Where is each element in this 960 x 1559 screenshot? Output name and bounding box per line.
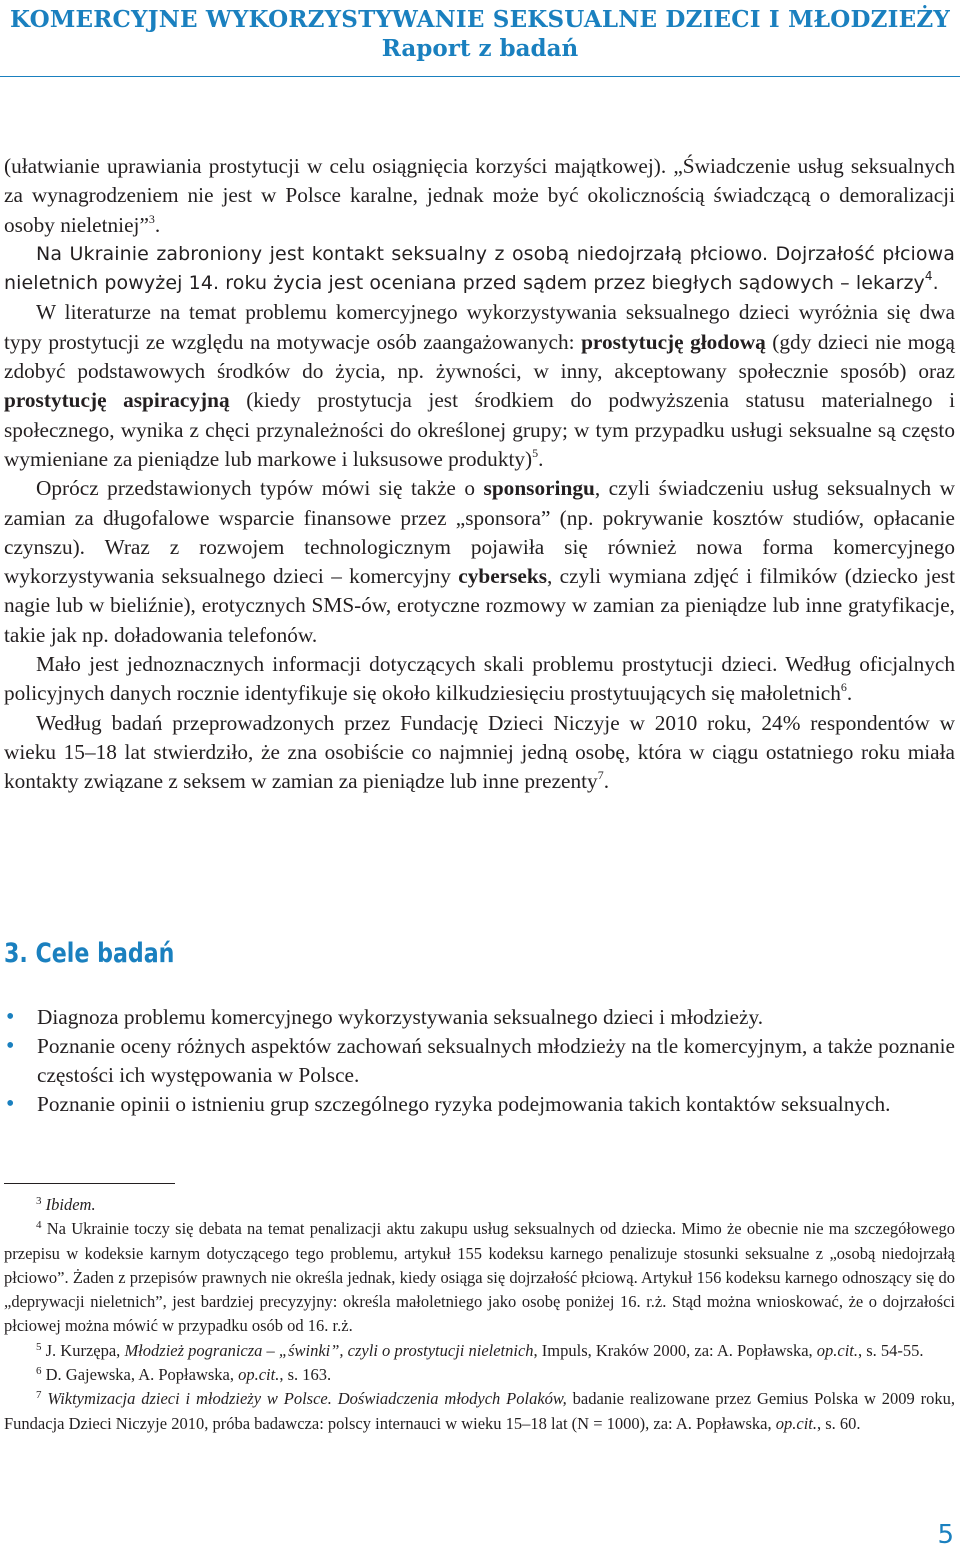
paragraph-2 bbox=[4, 240, 955, 299]
footnote-number: 6 bbox=[36, 1365, 42, 1378]
paragraph-4-text-c: , czyli świadczeniu usług seksualnych w zamian za długofalowe wsparcie finansowe przez „sponsora” (np. pokrywanie kosztów studiów, opłacanie czynszu). Wraz z rozwojem technologicznym pojawiła się również nowa forma komercyjnego wykorzystywania seksualnego dzieci – komercyjny bbox=[4, 476, 955, 589]
objectives-list bbox=[4, 1003, 955, 1119]
footnote-ref-6: 6 bbox=[840, 680, 847, 695]
paragraph-3-text-e: (kiedy prostytucja jest środkiem do podwyższenia statusu materialnego i społecznego, wynika z chęci przynależności do określonej grupy; w tym przypadku usługi seksualne są często wymieniane za pieniądze lub markowe i luksusowe produkty) bbox=[4, 388, 955, 471]
footnote-ref-5: 5 bbox=[532, 445, 539, 460]
paragraph-1 bbox=[4, 152, 955, 240]
list-item bbox=[4, 1032, 955, 1090]
bullet-icon: • bbox=[6, 1033, 15, 1059]
list-item bbox=[4, 1003, 955, 1032]
footnote-4-text: Na Ukrainie toczy się debata na temat penalizacji aktu zakupu usług seksualnych od dziecka. Mimo że obecnie nie ma szczegółowego przepisu w kodeksie karnym dotyczącego tego problemu, artykuł 155 kodeksu karnego penalizuje stosunki seksualne z „osobą niedojrzałą płciowo”. Żaden z przepisów prawnych nie określa jednak, kiedy osiąga się dojrzałość płciową. Artykuł 156 kodeksu karnego odnoszący się do „deprywacji nieletnich”, jest bardziej precyzyjny: określa małoletniego jako osobę poniżej 16. r.ż. Stąd można wnioskować, że o dojrzałości płciowej można mówić w przypadku osób od 16. r.ż. bbox=[4, 1219, 955, 1336]
footnote-7 bbox=[4, 1387, 955, 1436]
footnote-6 bbox=[4, 1363, 955, 1387]
footnote-number: 3 bbox=[36, 1195, 42, 1207]
page-number: 5 bbox=[937, 1520, 954, 1550]
list-item-text: Poznanie oceny różnych aspektów zachowań seksualnych młodzieży na tle komercyjnym, a także poznanie częstości ich występowania w Polsce. bbox=[37, 1034, 955, 1087]
footnote-5-opcit: op.cit. bbox=[816, 1340, 859, 1360]
page-header bbox=[0, 6, 960, 64]
footnote-7-pages: , s. 60. bbox=[817, 1413, 861, 1433]
footnote-4 bbox=[4, 1217, 955, 1338]
paragraph-3-end: . bbox=[538, 446, 544, 471]
paragraph-2-end: . bbox=[932, 272, 939, 295]
bullet-icon: • bbox=[6, 1004, 15, 1030]
footnote-number: 4 bbox=[36, 1219, 42, 1232]
list-item-text: Diagnoza problemu komercyjnego wykorzystywania seksualnego dzieci i młodzieży. bbox=[37, 1005, 764, 1029]
footnote-7-text: badanie realizowane przez Gemius Polska w 2009 roku, Fundacja Dzieci Niczyje 2010, próba badawcza: polscy internauci w wieku 15–18 lat (N = 1000), za: A. Popławska, bbox=[4, 1389, 955, 1433]
footnote-number: 5 bbox=[36, 1340, 42, 1353]
footnote-ref-7: 7 bbox=[597, 768, 604, 783]
paragraph-4-text-a: Oprócz przedstawionych typów mówi się także o bbox=[36, 476, 484, 501]
paragraph-3-text-c: (gdy dzieci nie mogą zdobyć podstawowych środków do życia, np. żywności, w inny, akceptowany społecznie sposób) oraz bbox=[4, 329, 955, 384]
paragraph-3-text-a: W literaturze na temat problemu komercyjnego wykorzystywania seksualnego dzieci wyróżnia się dwa typy prostytucji ze względu na motywacje osób zaangażowanych: bbox=[4, 300, 955, 354]
paragraph-6-text: Według badań przeprowadzonych przez Fundację Dzieci Niczyje w 2010 roku, 24% respondentów w wieku 15–18 lat stwierdziło, że zna osobiście co najmniej jedną osobę, która w ciągu ostatniego roku miała kontakty związane z seksem w zamian za pieniądze lub inne prezenty bbox=[4, 710, 955, 794]
footnotes bbox=[4, 1193, 955, 1436]
footnote-ref-3: 3 bbox=[148, 211, 155, 226]
footnote-number: 7 bbox=[36, 1389, 42, 1402]
footnote-5-author: J. Kurzępa, bbox=[45, 1340, 125, 1360]
footnote-5 bbox=[4, 1339, 955, 1363]
paragraph-2-text: Na Ukrainie zabroniony jest kontakt seksualny z osobą niedojrzałą płciowo. Dojrzałość płciowa nieletnich powyżej 14. roku życia jest oceniana przed sądem przez biegłych sądowych – lekarzy bbox=[4, 242, 955, 295]
list-item bbox=[4, 1090, 955, 1119]
paragraph-5-text: Mało jest jednoznacznych informacji dotyczących skali problemu prostytucji dzieci. Według oficjalnych policyjnych danych rocznie identyfikuje się około kilkudziesięciu prostytuujących się małoletnich bbox=[4, 652, 955, 706]
footnote-7-opcit: op.cit. bbox=[775, 1413, 817, 1433]
paragraph-5-end: . bbox=[846, 681, 853, 706]
footnote-3 bbox=[4, 1193, 955, 1217]
term-sponsoring: sponsoringu bbox=[483, 476, 595, 501]
term-hunger-prostitution: prostytucję głodową bbox=[581, 329, 766, 354]
report-title: KOMERCYJNE WYKORZYSTYWANIE SEKSUALNE DZIECI I MŁODZIEŻY bbox=[10, 6, 950, 33]
paragraph-5 bbox=[4, 650, 955, 709]
header-divider bbox=[0, 76, 960, 77]
footnote-7-title: Wiktymizacja dzieci i młodzieży w Polsce. Doświadczenia młodych Polaków, bbox=[47, 1389, 567, 1409]
report-subtitle: Raport z badań bbox=[381, 35, 579, 62]
paragraph-1-end: . bbox=[154, 212, 161, 237]
paragraph-4-text-e: , czyli wymiana zdjęć i filmików (dziecko jest nagie lub w bieliźnie), erotycznych SMS-ów, erotyczne rozmowy w zamian za pieniądze lub inne gratyfikacje, takie jak np. doładowania telefonów. bbox=[4, 564, 956, 647]
footnote-6-authors: D. Gajewska, A. Popławska, bbox=[45, 1365, 239, 1385]
bullet-icon: • bbox=[6, 1091, 15, 1117]
footnote-5-title: Młodzież pogranicza – „świnki”, czyli o prostytucji nieletnich bbox=[124, 1340, 534, 1360]
list-item-text: Poznanie opinii o istnieniu grup szczególnego ryzyka podejmowania takich kontaktów seksualnych. bbox=[37, 1092, 891, 1116]
footnote-ref-4: 4 bbox=[924, 269, 933, 284]
paragraph-1-text: (ułatwianie uprawiania prostytucji w celu osiągnięcia korzyści majątkowej). „Świadczenie usług seksualnych za wynagrodzeniem nie jest w Polsce karalne, jednak może być okolicznością świadczącą o demoralizacji osoby nieletniej” bbox=[4, 154, 955, 237]
section-heading: 3. Cele badań bbox=[4, 938, 175, 969]
footnote-5-publisher: , Impuls, Kraków 2000, za: A. Popławska, bbox=[533, 1340, 817, 1360]
footnote-6-opcit: op.cit. bbox=[238, 1365, 280, 1385]
term-aspirational-prostitution: prostytucję aspiracyjną bbox=[4, 388, 230, 413]
footnote-5-pages: , s. 54-55. bbox=[858, 1340, 924, 1360]
main-text bbox=[4, 152, 955, 797]
footnote-divider bbox=[4, 1183, 175, 1184]
paragraph-6-end: . bbox=[603, 769, 610, 794]
term-cybersex: cyberseks bbox=[458, 564, 547, 589]
paragraph-4 bbox=[4, 474, 955, 650]
footnote-6-pages: , s. 163. bbox=[279, 1365, 332, 1385]
paragraph-3 bbox=[4, 298, 955, 474]
footnote-3-text: Ibidem. bbox=[45, 1195, 96, 1214]
paragraph-6 bbox=[4, 709, 955, 797]
